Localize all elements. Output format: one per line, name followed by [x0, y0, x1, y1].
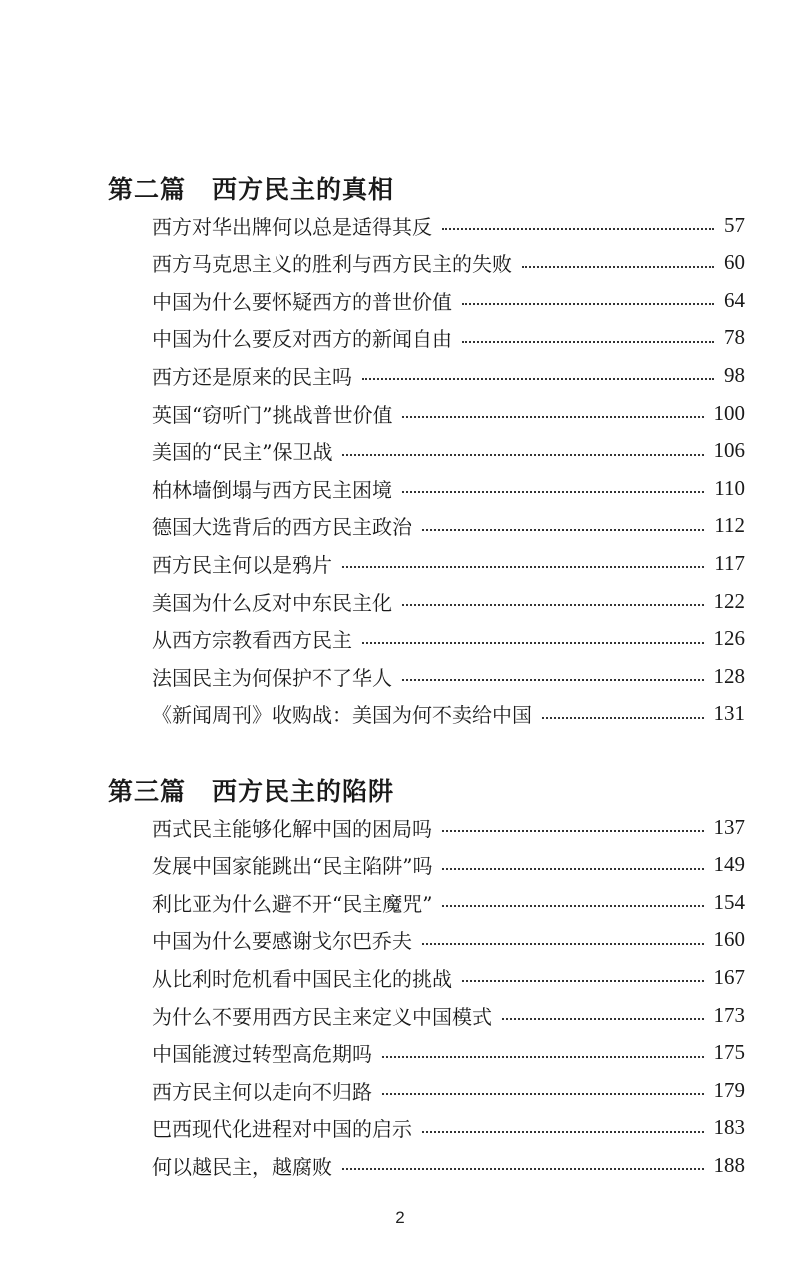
entry-title: 为什么不要用西方民主来定义中国模式	[152, 1004, 492, 1029]
entry-title: 法国民主为何保护不了华人	[152, 665, 392, 690]
entry-page: 173	[713, 1002, 745, 1027]
toc-entry[interactable]	[152, 582, 745, 620]
entry-title: 西方民主何以是鸦片	[152, 552, 332, 577]
toc-entry[interactable]	[152, 921, 745, 959]
dot-leader	[342, 566, 704, 568]
entry-title: 中国为什么要感谢戈尔巴乔夫	[152, 929, 412, 954]
entry-page: 137	[713, 814, 745, 839]
toc-entry[interactable]	[152, 958, 745, 996]
dot-leader	[382, 1056, 704, 1058]
dot-leader	[462, 341, 714, 343]
toc-entry[interactable]	[152, 432, 745, 470]
dot-leader	[442, 905, 703, 907]
dot-leader	[442, 830, 704, 832]
toc-entry[interactable]	[152, 808, 745, 846]
entry-title: 西式民主能够化解中国的困局吗	[152, 816, 432, 841]
toc-entry[interactable]	[152, 544, 745, 582]
entry-page: 110	[714, 475, 745, 500]
entry-title: 西方马克思主义的胜利与西方民主的失败	[152, 252, 512, 277]
dot-leader	[462, 980, 704, 982]
entry-page: 167	[713, 964, 745, 989]
entry-page: 78	[724, 325, 745, 350]
entry-page: 64	[724, 287, 745, 312]
toc-entry[interactable]	[152, 319, 745, 357]
entry-page: 154	[713, 889, 745, 914]
entry-title: 利比亚为什么避不开“民主魔咒”	[152, 891, 433, 916]
entry-page: 100	[713, 400, 745, 425]
entry-title: 何以越民主，越腐败	[152, 1154, 332, 1179]
dot-leader	[522, 266, 714, 268]
dot-leader	[362, 378, 714, 380]
entry-title: 中国为什么要反对西方的新闻自由	[152, 327, 452, 352]
entry-title: 巴西现代化进程对中国的启示	[152, 1117, 412, 1142]
entry-title: 从比利时危机看中国民主化的挑战	[152, 966, 452, 991]
entry-page: 126	[713, 626, 745, 651]
dot-leader	[402, 416, 703, 418]
entry-page: 106	[713, 438, 745, 463]
dot-leader	[402, 491, 704, 493]
toc-entry[interactable]	[152, 281, 745, 319]
toc-entry[interactable]	[152, 1034, 745, 1072]
entry-title: 发展中国家能跳出“民主陷阱”吗	[152, 854, 433, 879]
entry-page: 188	[713, 1152, 745, 1177]
section-title: 西方民主的真相	[212, 175, 395, 204]
dot-leader	[442, 228, 714, 230]
toc-entry[interactable]	[152, 996, 745, 1034]
dot-leader	[342, 454, 703, 456]
dot-leader	[422, 529, 704, 531]
toc-entry[interactable]	[152, 1146, 745, 1184]
toc-entry[interactable]	[152, 883, 745, 921]
entry-title: 西方还是原来的民主吗	[152, 364, 352, 389]
dot-leader	[402, 679, 704, 681]
entry-title: 德国大选背后的西方民主政治	[152, 515, 412, 540]
toc-entry[interactable]	[152, 846, 745, 884]
entry-page: 128	[713, 663, 745, 688]
section-label: 第三篇	[108, 777, 187, 806]
dot-leader	[442, 868, 703, 870]
entry-page: 131	[713, 701, 745, 726]
section-title: 西方民主的陷阱	[212, 777, 395, 806]
toc-entry[interactable]	[152, 394, 745, 432]
toc-entry[interactable]	[152, 469, 745, 507]
section-heading	[108, 170, 394, 206]
dot-leader	[502, 1018, 704, 1020]
toc-entry[interactable]	[152, 507, 745, 545]
entry-page: 98	[724, 362, 745, 387]
entry-page: 175	[713, 1040, 745, 1065]
toc-entry[interactable]	[152, 244, 745, 282]
section-label: 第二篇	[108, 175, 187, 204]
entry-page: 57	[724, 212, 745, 237]
entry-page: 60	[724, 250, 745, 275]
dot-leader	[342, 1168, 704, 1170]
toc-entry[interactable]	[152, 657, 745, 695]
entry-page: 122	[713, 588, 745, 613]
entry-title: 《新闻周刊》收购战：美国为何不卖给中国	[152, 703, 532, 728]
entry-page: 183	[713, 1115, 745, 1140]
entry-page: 160	[713, 927, 745, 952]
entry-title: 中国为什么要怀疑西方的普世价值	[152, 289, 452, 314]
toc-entry[interactable]	[152, 620, 745, 658]
entry-title: 西方对华出牌何以总是适得其反	[152, 214, 432, 239]
toc-entry[interactable]	[152, 356, 745, 394]
entry-page: 149	[713, 852, 745, 877]
toc-entry[interactable]	[152, 695, 745, 733]
footer-page-number: 2	[395, 1208, 405, 1227]
entry-title: 从西方宗教看西方民主	[152, 628, 352, 653]
entry-title: 柏林墙倒塌与西方民主困境	[152, 477, 392, 502]
toc-entry[interactable]	[152, 1109, 745, 1147]
dot-leader	[422, 1131, 704, 1133]
entry-page: 179	[713, 1077, 745, 1102]
entry-title: 美国为什么反对中东民主化	[152, 590, 392, 615]
dot-leader	[402, 604, 704, 606]
dot-leader	[362, 642, 704, 644]
dot-leader	[422, 943, 704, 945]
entry-title: 西方民主何以走向不归路	[152, 1079, 372, 1104]
entry-page: 112	[714, 513, 745, 538]
toc-entry[interactable]	[152, 1071, 745, 1109]
entry-page: 117	[714, 550, 745, 575]
entry-title: 中国能渡过转型高危期吗	[152, 1042, 372, 1067]
section-heading	[108, 772, 394, 808]
entry-title: 美国的“民主”保卫战	[152, 440, 333, 465]
dot-leader	[542, 717, 704, 719]
toc-entry[interactable]	[152, 206, 745, 244]
dot-leader	[462, 303, 714, 305]
entry-title: 英国“窃听门”挑战普世价值	[152, 402, 393, 427]
dot-leader	[382, 1093, 704, 1095]
